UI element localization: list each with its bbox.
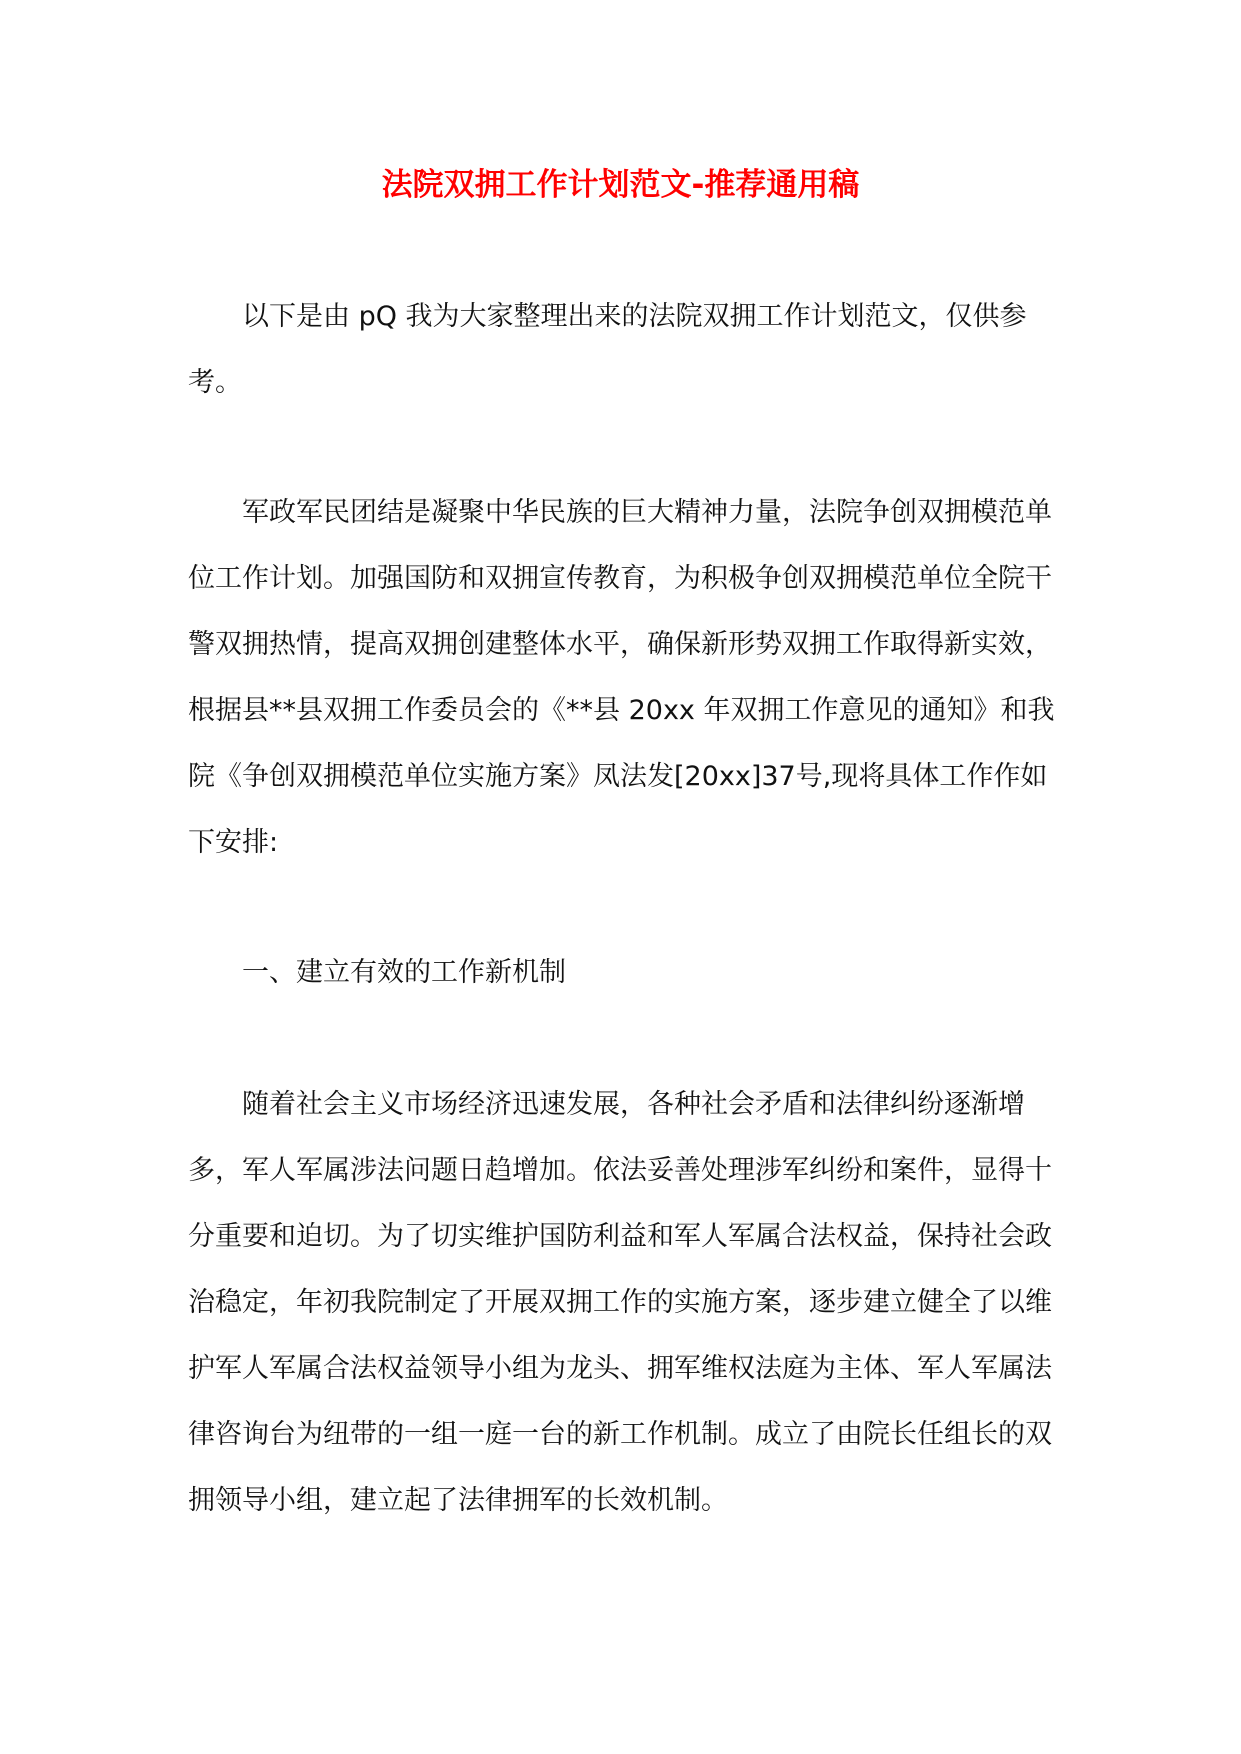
body-paragraph-1: 军政军民团结是凝聚中华民族的巨大精神力量，法院争创双拥模范单位工作计划。加强国防和双拥宣传教育，为积极争创双拥模范单位全院干警双拥热情，提高双拥创建整体水平，确保新形势双拥工作取得新实效，根据县**县双拥工作委员会的《**县 20xx 年双拥工作意见的通知》和我院《争创双拥模范单位实施方案》凤法发[20xx]37号,现将具体工作作如下安排: [188, 497, 1055, 858]
body-paragraph-2: 随着社会主义市场经济迅速发展，各种社会矛盾和法律纠纷逐渐增多，军人军属涉法问题日趋增加。依法妥善处理涉军纠纷和案件，显得十分重要和迫切。为了切实维护国防利益和军人军属合法权益，保持社会政治稳定，年初我院制定了开展双拥工作的实施方案，逐步建立健全了以维护军人军属合法权益领导小组为龙头、拥军维权法庭为主体、军人军属法律咨询台为纽带的一组一庭一台的新工作机制。成立了由院长任组长的双拥领导小组，建立起了法律拥军的长效机制。 [188, 1089, 1052, 1516]
document-title: 法院双拥工作计划范文-推荐通用稿 [381, 167, 860, 203]
intro-paragraph: 以下是由 pQ 我为大家整理出来的法院双拥工作计划范文，仅供参考。 [188, 301, 1027, 398]
section-heading-1: 一、建立有效的工作新机制 [242, 957, 566, 988]
